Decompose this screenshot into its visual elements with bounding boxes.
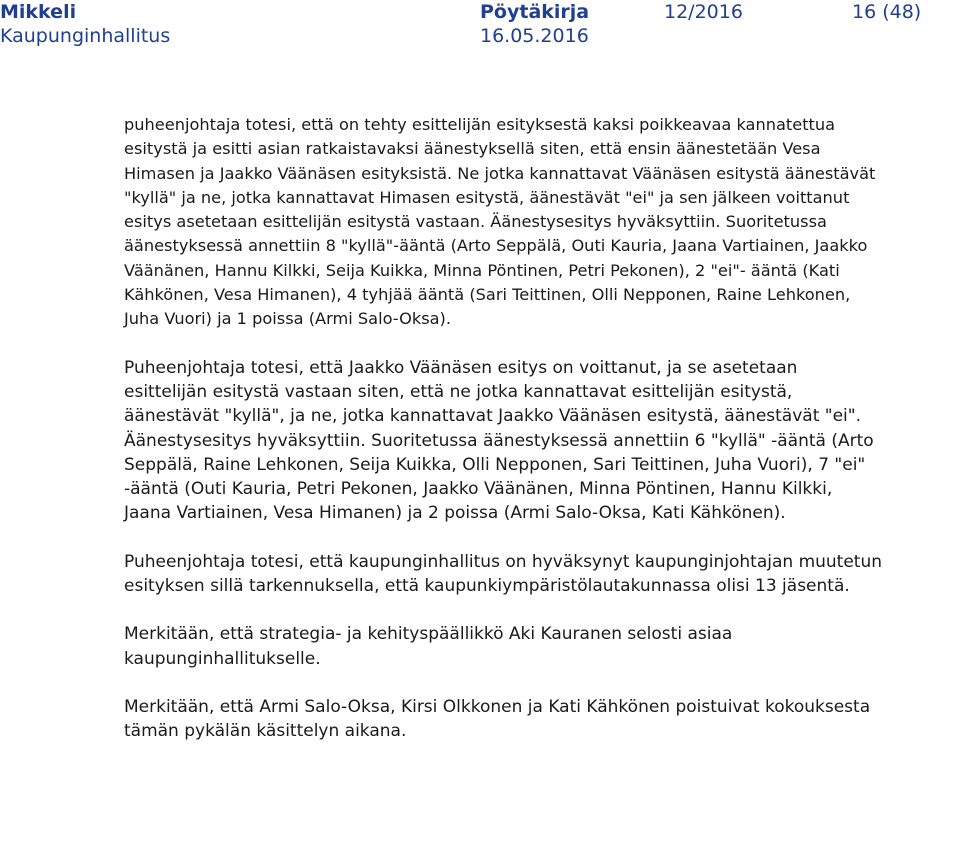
page-number: 16 (48) <box>852 1 922 23</box>
page-header <box>0 0 960 48</box>
minutes-number: 12/2016 <box>664 1 743 23</box>
paragraph-decision: Puheenjohtaja totesi, että kaupunginhallitus on hyväksynyt kaupunginjohtajan muutetun esityksen sillä tarkennuksella, että kaupunkiympäristölautakunnassa olisi 13 jäsentä. <box>124 551 883 597</box>
governing-body: Kaupunginhallitus <box>0 25 171 47</box>
paragraph-note-presentation: Merkitään, että strategia- ja kehityspäällikkö Aki Kauranen selosti asiaa kaupunginhallitukselle. <box>124 624 733 669</box>
paragraph-gap <box>124 671 884 695</box>
meeting-date: 16.05.2016 <box>480 25 589 47</box>
paragraph-gap <box>124 526 884 550</box>
document-body <box>124 113 884 744</box>
paragraph-voting-first: puheenjohtaja totesi, että on tehty esittelijän esityksestä kaksi poikkeavaa kannatettua esitystä ja esitti asian ratkaistavaksi äänestyksellä siten, että ensin äänestetään Vesa Himasen ja Jaakko Väänäsen esityksistä. Ne jotka kannattavat Väänäsen esitystä äänestävät "kyllä" ja ne, jotka kannattavat Himasen esitystä, äänestävät "ei" ja sen jälkeen voittanut esitys asetetaan esittelijän esitystä vastaan. Äänestysesitys hyväksyttiin. Suoritetussa äänestyksessä annettiin 8 "kyllä"-ääntä (Arto Seppälä, Outi Kauria, Jaana Vartiainen, Jaakko Väänänen, Hannu Kilkki, Seija Kuikka, Minna Pöntinen, Petri Pekonen), 2 "ei"- ääntä (Kati Kähkönen, Vesa Himanen), 4 tyhjää ääntä (Sari Teittinen, Olli Nepponen, Raine Lehkonen, Juha Vuori) ja 1 poissa (Armi Salo-Oksa). <box>124 115 876 329</box>
paragraph-gap <box>124 598 884 622</box>
paragraph-gap <box>124 332 884 356</box>
organization-name: Mikkeli <box>0 1 77 23</box>
document-type: Pöytäkirja <box>480 1 590 23</box>
paragraph-voting-second: Puheenjohtaja totesi, että Jaakko Väänäsen esitys on voittanut, ja se asetetaan esittelijän esitystä vastaan siten, että ne jotka kannattavat esittelijän esitystä, äänestävät "kyllä", ja ne, jotka kannattavat Jaakko Väänäsen esitystä, äänestävät "ei". Äänestysesitys hyväksyttiin. Suoritetussa äänestyksessä annettiin 6 "kyllä" -ääntä (Arto Seppälä, Raine Lehkonen, Seija Kuikka, Olli Nepponen, Sari Teittinen, Juha Vuori), 7 "ei" -ääntä (Outi Kauria, Petri Pekonen, Jaakko Väänänen, Minna Pöntinen, Hannu Kilkki, Jaana Vartiainen, Vesa Himanen) ja 2 poissa (Armi Salo-Oksa, Kati Kähkönen). <box>124 357 874 524</box>
paragraph-note-departures: Merkitään, että Armi Salo-Oksa, Kirsi Olkkonen ja Kati Kähkönen poistuivat kokouksesta tämän pykälän käsittelyn aikana. <box>124 696 871 742</box>
